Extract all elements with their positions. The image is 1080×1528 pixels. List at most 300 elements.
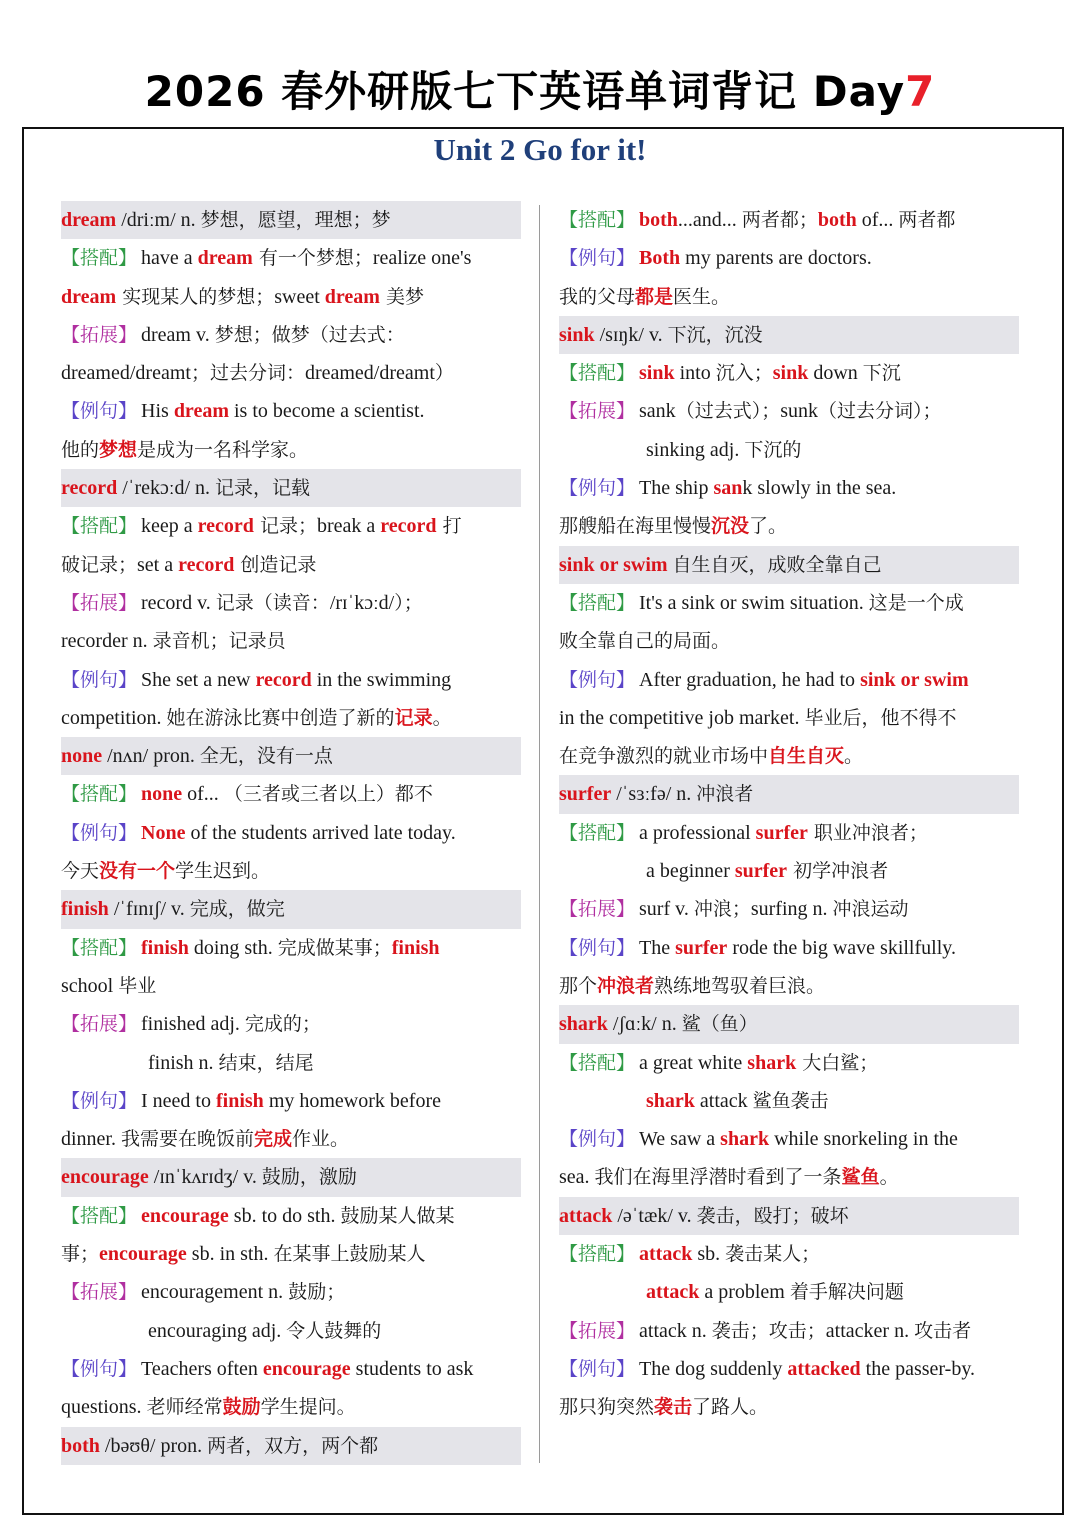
keyword-highlight: shark <box>747 1051 797 1074</box>
tag-liju: 【例句】 <box>559 477 636 500</box>
entry-line <box>61 1312 521 1350</box>
english-text: attacker n. <box>825 1319 915 1342</box>
chinese-text: 我的父母 <box>559 285 636 308</box>
chinese-text: 自生自灭，成败全靠自己 <box>672 553 882 576</box>
tag-dapei: 【搭配】 <box>61 783 138 806</box>
chinese-text: 在竞争激烈的就业市场中 <box>559 745 769 768</box>
chinese-text: ；过去分词： <box>190 362 305 385</box>
chinese-text: 初学冲浪者 <box>787 860 889 883</box>
tag-liju: 【例句】 <box>61 1089 138 1112</box>
chinese-text: 鲨鱼袭击 <box>752 1089 829 1112</box>
entry-line <box>61 622 521 660</box>
english-text: of... <box>856 209 899 231</box>
chinese-text: 在某事上鼓励某人 <box>273 1243 426 1266</box>
chinese-text: 作业。 <box>292 1128 350 1151</box>
entry-line <box>61 699 521 737</box>
english-text: rode the big wave skillfully. <box>727 936 956 959</box>
keyword-highlight: dream <box>324 285 380 308</box>
english-text: sweet <box>274 285 325 308</box>
keyword-highlight: surfer <box>734 860 788 883</box>
page-title <box>0 62 1080 122</box>
english-text: sb. <box>692 1243 726 1266</box>
entry-line <box>559 469 1019 507</box>
entry-line <box>559 1158 1019 1196</box>
left-column <box>61 201 521 1465</box>
english-text: /ʃɑːk/ n. <box>607 1013 682 1036</box>
keyword-highlight: 自生自灭 <box>768 745 845 768</box>
headword: record <box>61 477 118 500</box>
entry-line <box>61 507 521 545</box>
right-column <box>559 201 1019 1427</box>
english-text: His <box>141 400 174 423</box>
entry-line <box>61 546 521 584</box>
entry-line <box>559 1082 1019 1120</box>
chinese-text: （过去分词）； <box>818 400 942 423</box>
chinese-text: （过去式）； <box>675 400 781 423</box>
english-text: dreamed/dreamt <box>304 362 435 385</box>
entry-line <box>559 1312 1019 1350</box>
chinese-text: 。 <box>432 706 452 729</box>
entry-headword-line <box>61 1158 521 1196</box>
english-text: questions. <box>61 1396 147 1419</box>
entry-headword-line <box>559 1197 1019 1235</box>
english-text: attack n. <box>639 1319 712 1342</box>
tag-dapei: 【搭配】 <box>559 591 636 614</box>
entry-line <box>559 699 1019 737</box>
english-text: sunk <box>780 400 818 423</box>
english-text: sb. in sth. <box>186 1243 274 1266</box>
english-text: dinner. <box>61 1128 121 1151</box>
chinese-text: 熟练地驾驭着巨浪。 <box>654 974 826 997</box>
entry-line <box>61 431 521 469</box>
keyword-highlight: 梦想 <box>99 438 138 461</box>
tag-dapei: 【搭配】 <box>559 362 636 385</box>
english-text: a professional <box>639 821 756 844</box>
entry-headword-line <box>61 201 521 239</box>
entry-line <box>61 852 521 890</box>
entry-line <box>61 239 521 277</box>
english-text: school <box>61 974 119 997</box>
tag-liju: 【例句】 <box>61 1357 138 1380</box>
chinese-text: 我们在海里浮潜时看到了一条 <box>594 1166 842 1189</box>
tag-dapei: 【搭配】 <box>61 1204 138 1227</box>
english-text: sea. <box>559 1166 595 1189</box>
entry-line <box>61 1120 521 1158</box>
keyword-highlight: none <box>141 783 183 806</box>
english-text: The <box>639 936 676 959</box>
chinese-text: 破记录； <box>61 553 138 576</box>
chinese-text: 学生迟到。 <box>175 860 271 883</box>
keyword-highlight: 完成 <box>254 1128 293 1151</box>
tag-dapei: 【搭配】 <box>559 209 636 231</box>
keyword-highlight: 袭击 <box>654 1396 693 1419</box>
english-text: in the swimming <box>311 668 452 691</box>
english-text: a beginner <box>646 860 735 883</box>
entry-headword-line <box>559 775 1019 813</box>
entry-headword-line <box>61 1427 521 1465</box>
english-text: doing sth. <box>188 936 278 959</box>
keyword-highlight: shark <box>720 1128 770 1151</box>
keyword-highlight: record <box>255 668 312 691</box>
headword: sink <box>559 323 595 346</box>
chinese-text: 录音机；记录员 <box>152 630 286 653</box>
english-text: competition. <box>61 706 167 729</box>
chinese-text: 学生提问。 <box>260 1396 356 1419</box>
tag-tuozhan: 【拓展】 <box>61 591 138 614</box>
keyword-highlight: encourage <box>141 1204 229 1227</box>
entry-line <box>559 929 1019 967</box>
chinese-text: （三者或三者以上）都不 <box>223 783 433 806</box>
tag-liju: 【例句】 <box>559 668 636 691</box>
chinese-text: ） <box>434 362 454 385</box>
chinese-text: 记录（读音： <box>215 591 330 614</box>
tag-dapei: 【搭配】 <box>61 247 138 270</box>
entry-line <box>61 1082 521 1120</box>
chinese-text: 下沉 <box>862 362 901 385</box>
tag-liju: 【例句】 <box>559 936 636 959</box>
entry-headword-line <box>61 737 521 775</box>
entry-line <box>559 1350 1019 1388</box>
keyword-highlight: 鲨鱼 <box>841 1166 880 1189</box>
title-main: 2026 春外研版七下英语单词背记 Day <box>144 67 906 116</box>
entry-line <box>61 278 521 316</box>
english-text: recorder n. <box>61 630 153 653</box>
headword: shark <box>559 1013 608 1036</box>
chinese-text: 下沉的 <box>744 438 802 461</box>
tag-dapei: 【搭配】 <box>559 1243 636 1266</box>
english-text: set a <box>137 553 179 576</box>
keyword-highlight: 都是 <box>635 285 674 308</box>
chinese-text: 那艘船在海里慢慢 <box>559 515 712 538</box>
chinese-text: 有一个梦想； <box>252 247 373 270</box>
tag-dapei: 【搭配】 <box>61 936 138 959</box>
english-text: a great white <box>639 1051 748 1074</box>
chinese-text: 了。 <box>749 515 788 538</box>
keyword-highlight: None <box>141 821 186 844</box>
english-text: break a <box>316 515 381 538</box>
chinese-text: 记录，记载 <box>215 477 311 500</box>
chinese-text: 梦想，愿望，理想；梦 <box>200 209 391 231</box>
unit-title: Unit 2 Go for it! <box>433 132 647 167</box>
keyword-highlight: both <box>817 209 857 231</box>
entry-line <box>61 1350 521 1388</box>
keyword-highlight: shark <box>646 1089 695 1112</box>
english-text: surfing n. <box>750 898 833 921</box>
chinese-text: 败全靠自己的局面。 <box>559 630 731 653</box>
chinese-text: 下沉，沉没 <box>667 323 763 346</box>
entry-line <box>559 1044 1019 1082</box>
english-text: k slowly in the sea. <box>742 477 897 500</box>
english-text: the passer-by. <box>860 1357 976 1380</box>
tag-liju: 【例句】 <box>559 1357 636 1380</box>
tag-liju: 【例句】 <box>61 821 138 844</box>
chinese-text: 是成为一名科学家。 <box>137 438 309 461</box>
chinese-text: 两者都； <box>741 209 818 231</box>
chinese-text: 记录； <box>253 515 317 538</box>
english-text: dream v. <box>141 323 215 346</box>
column-divider <box>539 205 540 1463</box>
english-text: in the competitive job market. <box>559 706 805 729</box>
keyword-highlight: encourage <box>262 1357 351 1380</box>
chinese-text: 梦想；做梦（过去式： <box>214 323 405 346</box>
chinese-text: 医生。 <box>673 285 731 308</box>
entry-headword-line <box>61 469 521 507</box>
keyword-highlight: dream <box>197 247 253 270</box>
entry-line <box>559 354 1019 392</box>
english-text: dreamed/dreamt <box>61 362 191 385</box>
entry-line <box>61 1005 521 1043</box>
tag-liju: 【例句】 <box>559 247 636 270</box>
chinese-text: 那个 <box>559 974 598 997</box>
keyword-highlight: record <box>178 553 235 576</box>
chinese-text: 。 <box>844 745 864 768</box>
keyword-highlight: 没有一个 <box>99 860 176 883</box>
headword: finish <box>61 898 109 921</box>
entry-line <box>61 392 521 430</box>
keyword-highlight: surfer <box>755 821 808 844</box>
keyword-highlight: record <box>380 515 437 538</box>
english-text: finish n. <box>148 1051 219 1074</box>
keyword-highlight: finish <box>216 1089 264 1112</box>
english-text: keep a <box>141 515 198 538</box>
chinese-text: 令人鼓舞的 <box>286 1319 382 1342</box>
entry-line <box>559 890 1019 928</box>
english-text: students to ask <box>350 1357 474 1380</box>
english-text: /bəʊθ/ pron. <box>99 1434 208 1457</box>
chinese-text: 我需要在晚饭前 <box>121 1128 255 1151</box>
english-text: attack <box>694 1089 753 1112</box>
english-text: /əˈtæk/ v. <box>612 1204 697 1227</box>
keyword-highlight: 鼓励 <box>222 1396 261 1419</box>
english-text: Teachers often <box>141 1357 263 1380</box>
entry-line <box>61 1273 521 1311</box>
english-text: /rɪˈkɔːd/ <box>329 591 395 614</box>
keyword-highlight: 记录 <box>394 706 433 729</box>
chinese-text: 。 <box>879 1166 899 1189</box>
entry-line <box>61 929 521 967</box>
chinese-text: 鲨（鱼） <box>681 1013 758 1036</box>
headword: encourage <box>61 1166 149 1189</box>
chinese-text: 鼓励； <box>288 1281 346 1304</box>
english-text: /ˈfɪnɪʃ/ v. <box>108 898 190 921</box>
english-text: /ɪnˈkʌrɪdʒ/ v. <box>148 1166 262 1189</box>
title-day-number: 7 <box>905 67 936 116</box>
entry-headword-line <box>61 890 521 928</box>
entry-line <box>61 354 521 392</box>
entry-line <box>559 1235 1019 1273</box>
entry-line <box>559 507 1019 545</box>
chinese-text: 冲浪者 <box>696 783 754 806</box>
tag-dapei: 【搭配】 <box>559 821 636 844</box>
chinese-text: 冲浪； <box>693 898 751 921</box>
english-text: /sɪŋk/ v. <box>594 323 668 346</box>
english-text: of the students arrived late today. <box>185 821 456 844</box>
entry-line <box>61 775 521 813</box>
entry-line <box>559 1388 1019 1426</box>
keyword-highlight: record <box>197 515 254 538</box>
tag-dapei: 【搭配】 <box>559 1051 636 1074</box>
english-text: down <box>808 362 863 385</box>
chinese-text: 那只狗突然 <box>559 1396 655 1419</box>
entry-headword-line <box>559 1005 1019 1043</box>
chinese-text: 职业冲浪者； <box>807 821 928 844</box>
entry-line <box>559 584 1019 622</box>
chinese-text: 打 <box>436 515 462 538</box>
entry-line <box>559 239 1019 277</box>
chinese-text: 冲浪运动 <box>832 898 909 921</box>
english-text: finished adj. <box>141 1013 245 1036</box>
english-text: The dog suddenly <box>639 1357 788 1380</box>
entry-line <box>61 814 521 852</box>
english-text: /ˈsɜːfə/ n. <box>611 783 697 806</box>
chinese-text: 完成做某事； <box>277 936 392 959</box>
chinese-text: 大白鲨； <box>796 1051 879 1074</box>
chinese-text: 两者都 <box>898 209 956 231</box>
entry-headword-line <box>559 546 1019 584</box>
english-text: We saw a <box>639 1128 721 1151</box>
entry-line <box>559 431 1019 469</box>
chinese-text: 毕业后，他不得不 <box>804 706 957 729</box>
entry-line <box>559 392 1019 430</box>
chinese-text: 创造记录 <box>234 553 317 576</box>
keyword-highlight: both <box>639 209 678 231</box>
chinese-text: 这是一个成 <box>868 591 964 614</box>
entry-line <box>61 1235 521 1273</box>
keyword-highlight: attack <box>639 1243 693 1266</box>
keyword-highlight: 沉没 <box>711 515 750 538</box>
tag-tuozhan: 【拓展】 <box>61 323 138 346</box>
chinese-text: 事； <box>61 1243 100 1266</box>
entry-line <box>559 737 1019 775</box>
entry-headword-line <box>559 316 1019 354</box>
keyword-highlight: finish <box>141 936 189 959</box>
chinese-text: 全无，没有一点 <box>199 745 333 768</box>
english-text: while snorkeling in the <box>769 1128 958 1151</box>
tag-liju: 【例句】 <box>61 668 138 691</box>
chinese-text: 老师经常 <box>146 1396 223 1419</box>
english-text: my homework before <box>263 1089 441 1112</box>
entry-line <box>559 814 1019 852</box>
english-text: After graduation, he had to <box>639 668 861 691</box>
entry-line <box>559 852 1019 890</box>
english-text: sank <box>639 400 676 423</box>
headword: sink or swim <box>559 553 668 576</box>
tag-tuozhan: 【拓展】 <box>61 1281 138 1304</box>
english-text: sb. to do sth. <box>228 1204 341 1227</box>
tag-liju: 【例句】 <box>61 400 138 423</box>
keyword-highlight: finish <box>391 936 440 959</box>
chinese-text: 完成，做完 <box>189 898 285 921</box>
chinese-text: 他的 <box>61 438 100 461</box>
entry-line <box>61 316 521 354</box>
entry-line <box>559 1273 1019 1311</box>
entry-line <box>61 584 521 622</box>
english-text: /driːm/ n. <box>116 209 201 231</box>
english-text: realize one's <box>372 247 472 270</box>
tag-tuozhan: 【拓展】 <box>559 1319 636 1342</box>
chinese-text: 实现某人的梦想； <box>116 285 275 308</box>
english-text: is to become a scientist. <box>229 400 425 423</box>
english-text: ...and... <box>677 209 742 231</box>
headword: none <box>61 745 103 768</box>
chinese-text: 袭击某人； <box>725 1243 821 1266</box>
keyword-highlight: dream <box>61 285 117 308</box>
english-text: It's a sink or swim situation. <box>639 591 869 614</box>
headword: both <box>61 1434 100 1457</box>
chinese-text: 毕业 <box>118 974 157 997</box>
keyword-highlight: sink or swim <box>860 668 969 691</box>
chinese-text: 鼓励某人做某 <box>340 1204 455 1227</box>
keyword-highlight: encourage <box>99 1243 187 1266</box>
chinese-text: 袭击；攻击； <box>711 1319 826 1342</box>
headword: attack <box>559 1204 613 1227</box>
keyword-highlight: 冲浪者 <box>597 974 655 997</box>
chinese-text: 她在游泳比赛中创造了新的 <box>166 706 395 729</box>
tag-liju: 【例句】 <box>559 1128 636 1151</box>
english-text: The ship <box>639 477 714 500</box>
entry-line <box>61 661 521 699</box>
chinese-text: 结束，结尾 <box>218 1051 314 1074</box>
entry-line <box>559 201 1019 239</box>
keyword-highlight: Both <box>639 247 681 270</box>
english-text: into <box>674 362 716 385</box>
keyword-highlight: sink <box>639 362 675 385</box>
entry-line <box>61 1197 521 1235</box>
english-text: I need to <box>141 1089 216 1112</box>
entry-line <box>61 967 521 1005</box>
entry-line <box>61 1044 521 1082</box>
keyword-highlight: sink <box>772 362 809 385</box>
english-text: encouragement n. <box>141 1281 289 1304</box>
english-text: have a <box>141 247 198 270</box>
english-text: a problem <box>699 1281 790 1304</box>
entry-line <box>559 622 1019 660</box>
chinese-text: 鼓励，激励 <box>261 1166 357 1189</box>
chinese-text: 沉入； <box>715 362 773 385</box>
keyword-highlight: attack <box>646 1281 700 1304</box>
chinese-text: 攻击者 <box>914 1319 972 1342</box>
keyword-highlight: san <box>713 477 743 500</box>
tag-tuozhan: 【拓展】 <box>559 400 636 423</box>
english-text: my parents are doctors. <box>680 247 872 270</box>
chinese-text: 袭击，殴打；破坏 <box>696 1204 849 1227</box>
entry-line <box>61 1388 521 1426</box>
english-text: sinking adj. <box>646 438 745 461</box>
english-text: /nʌn/ pron. <box>102 745 200 768</box>
english-text: She set a new <box>141 668 256 691</box>
tag-dapei: 【搭配】 <box>61 515 138 538</box>
chinese-text: 今天 <box>61 860 100 883</box>
chinese-text: 美梦 <box>379 285 425 308</box>
chinese-text: 了路人。 <box>692 1396 769 1419</box>
entry-line <box>559 661 1019 699</box>
keyword-highlight: attacked <box>787 1357 861 1380</box>
keyword-highlight: dream <box>173 400 229 423</box>
tag-tuozhan: 【拓展】 <box>559 898 636 921</box>
entry-line <box>559 967 1019 1005</box>
headword: surfer <box>559 783 612 806</box>
chinese-text: 两者，双方，两个都 <box>207 1434 379 1457</box>
english-text: of... <box>182 783 224 806</box>
entry-line <box>559 1120 1019 1158</box>
english-text: surf v. <box>639 898 694 921</box>
english-text: /ˈrekɔːd/ n. <box>117 477 216 500</box>
chinese-text: ）； <box>394 591 423 614</box>
english-text: record v. <box>141 591 216 614</box>
chinese-text: 完成的； <box>244 1013 321 1036</box>
tag-tuozhan: 【拓展】 <box>61 1013 138 1036</box>
entry-line <box>559 278 1019 316</box>
